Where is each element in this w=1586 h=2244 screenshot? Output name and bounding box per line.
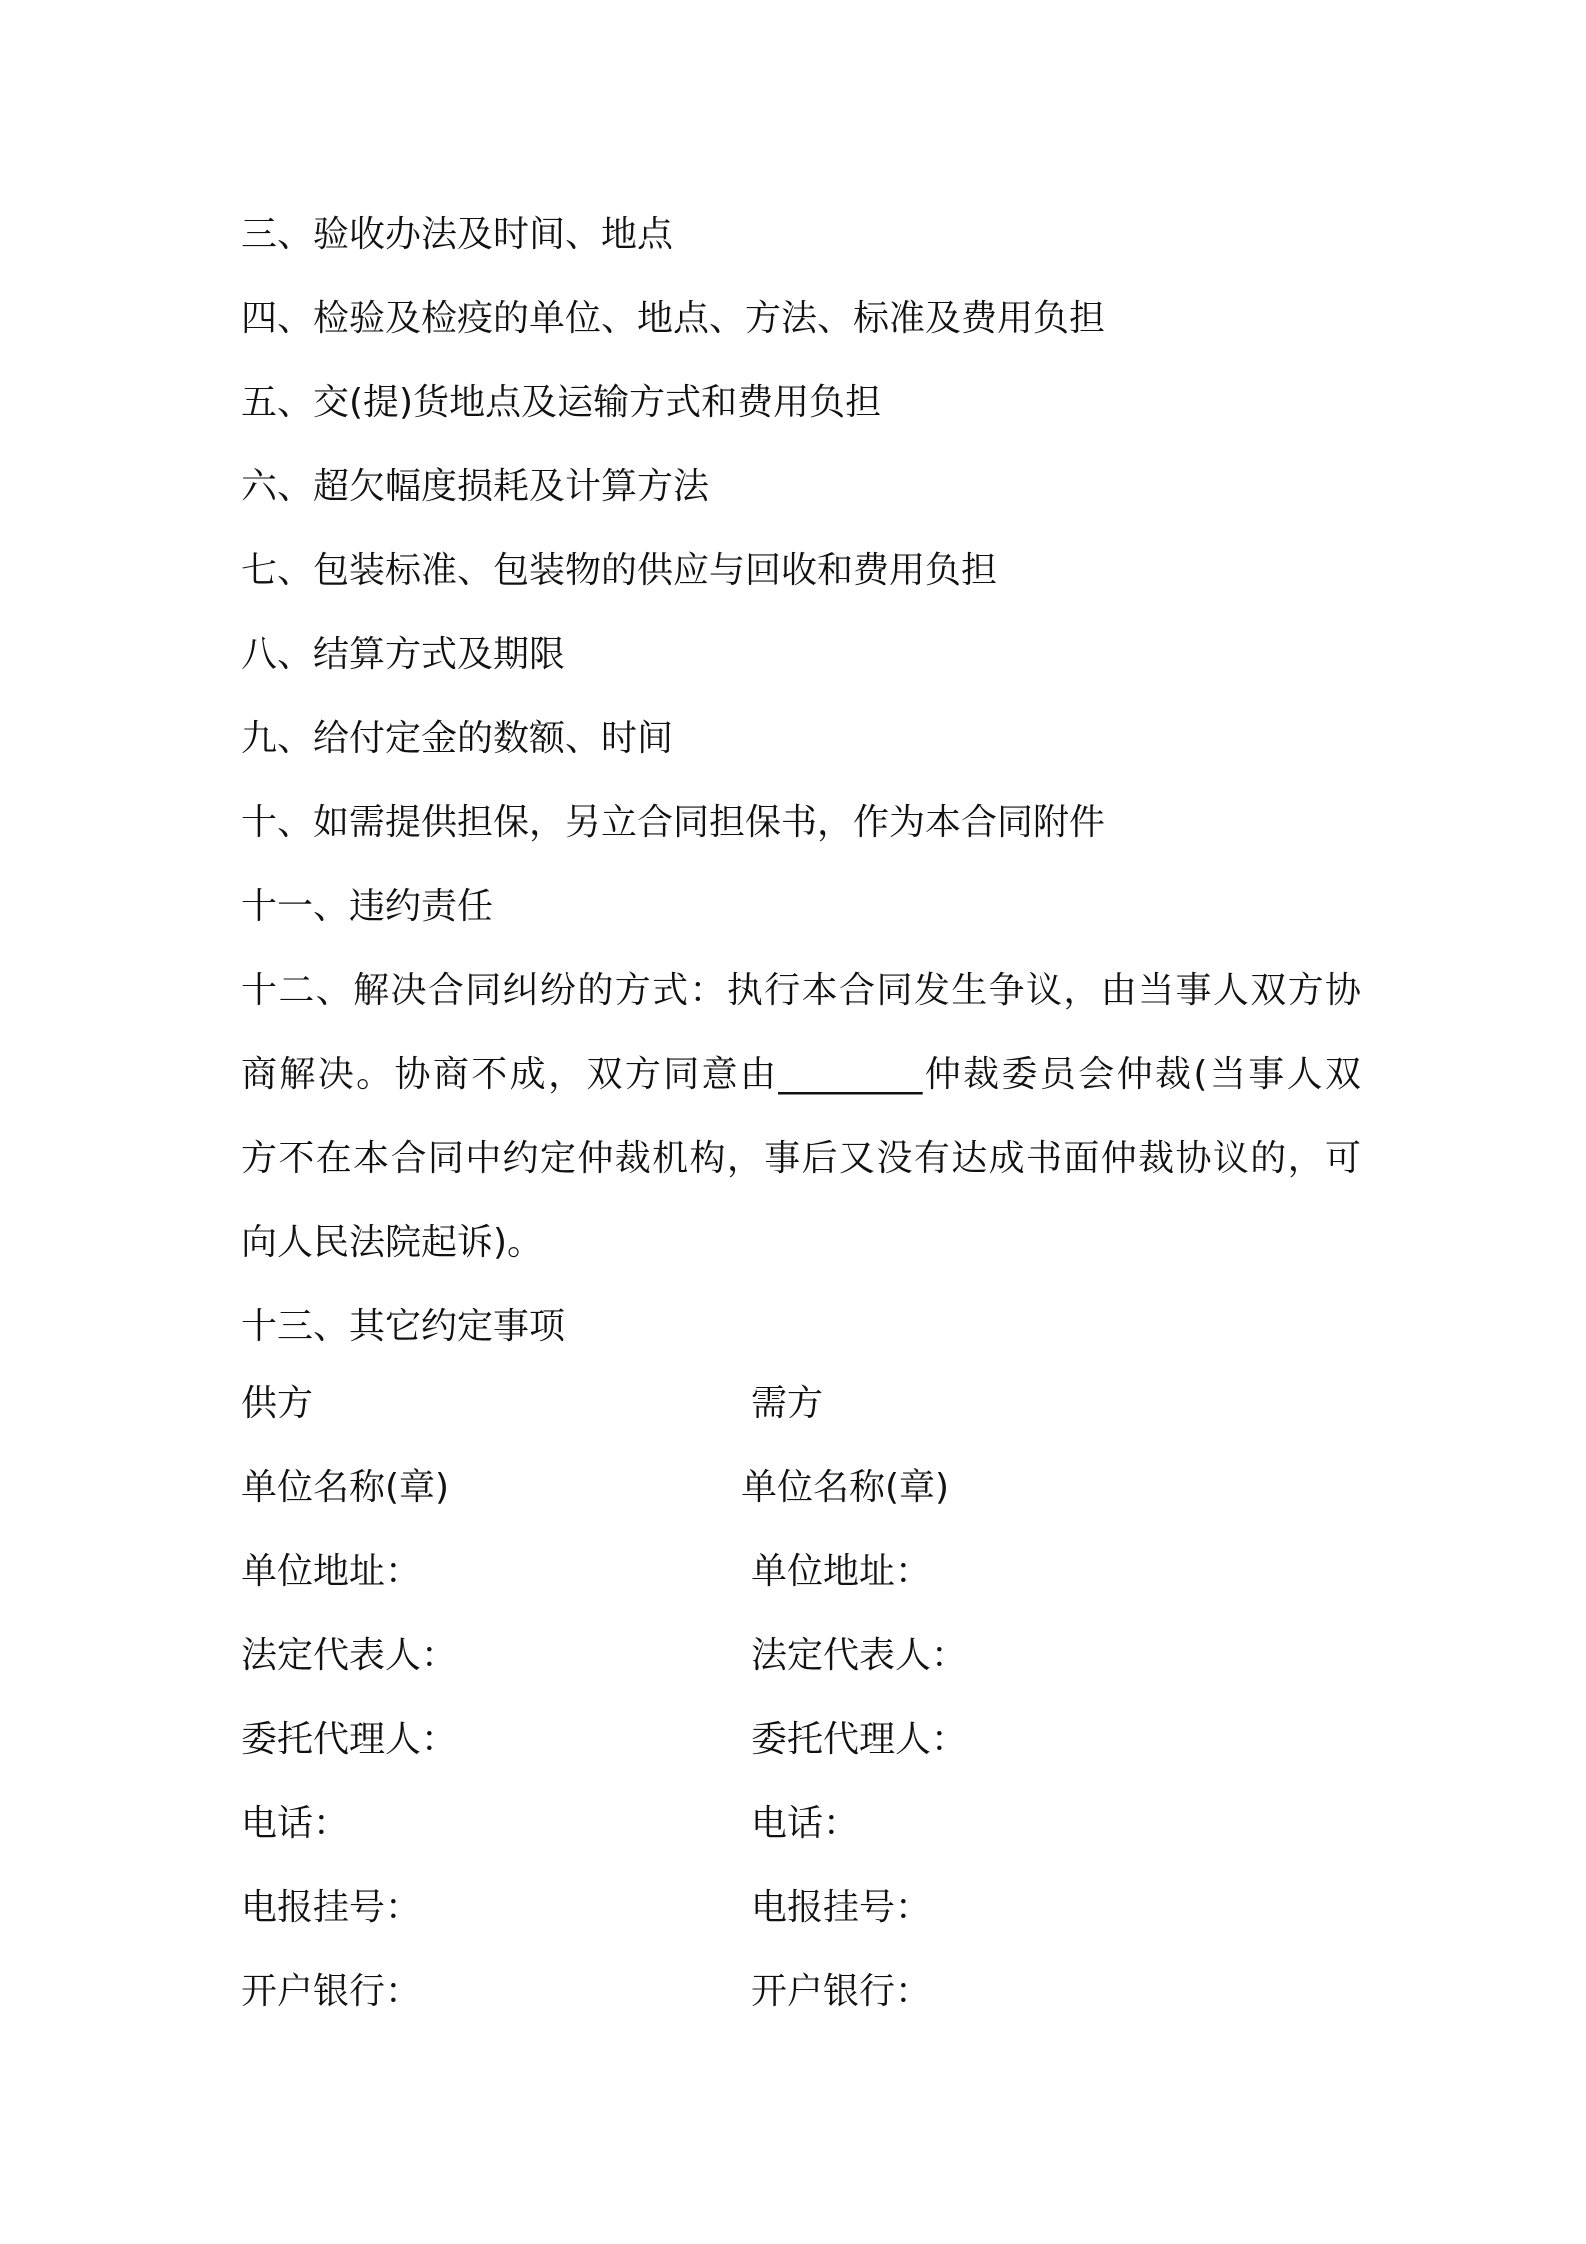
buyer-company-name-label: 单位名称(章) [741, 1467, 950, 1508]
signature-row-legal-representative [241, 1614, 1361, 1698]
clause-13: 十三、其它约定事项 [241, 1306, 566, 1347]
clause-12-line: 向人民法院起诉)。 [241, 1222, 544, 1263]
supplier-legal-representative-label: 法定代表人： [241, 1635, 458, 1676]
signature-row-agent [241, 1698, 1361, 1782]
signature-heading-row [241, 1362, 1361, 1446]
signature-row-company-name [241, 1446, 1361, 1530]
signature-block [241, 1362, 1361, 2034]
clause-7: 七、包装标准、包装物的供应与回收和费用负担 [241, 550, 998, 591]
signature-row-bank [241, 1950, 1361, 2034]
clause-3: 三、验收办法及时间、地点 [241, 214, 674, 255]
buyer-address-label: 单位地址： [751, 1551, 932, 1592]
supplier-telegram-label: 电报挂号： [241, 1887, 422, 1928]
supplier-address-label: 单位地址： [241, 1551, 422, 1592]
contract-clauses [241, 193, 1361, 1369]
clause-5: 五、交(提)货地点及运输方式和费用负担 [241, 382, 882, 423]
clause-11: 十一、违约责任 [241, 886, 494, 927]
clause-9: 九、给付定金的数额、时间 [241, 718, 674, 759]
supplier-company-name-label: 单位名称(章) [241, 1467, 450, 1508]
buyer-phone-label: 电话： [751, 1803, 860, 1844]
clause-12-line: 十二、解决合同纠纷的方式：执行本合同发生争议，由当事人双方协 [241, 970, 1361, 1011]
clause-12-line: 商解决。协商不成，双方同意由________仲裁委员会仲裁(当事人双 [241, 1054, 1361, 1095]
supplier-bank-label: 开户银行： [241, 1971, 422, 2012]
signature-row-address [241, 1530, 1361, 1614]
supplier-heading: 供方 [241, 1383, 314, 1424]
signature-row-telegram [241, 1866, 1361, 1950]
supplier-agent-label: 委托代理人： [241, 1719, 458, 1760]
clause-12-line: 方不在本合同中约定仲裁机构，事后又没有达成书面仲裁协议的，可 [241, 1138, 1361, 1179]
supplier-phone-label: 电话： [241, 1803, 350, 1844]
buyer-bank-label: 开户银行： [751, 1971, 932, 2012]
buyer-heading: 需方 [751, 1383, 824, 1424]
buyer-telegram-label: 电报挂号： [751, 1887, 932, 1928]
clause-8: 八、结算方式及期限 [241, 634, 566, 675]
buyer-legal-representative-label: 法定代表人： [751, 1635, 968, 1676]
clause-6: 六、超欠幅度损耗及计算方法 [241, 466, 710, 507]
clause-12-dispute-resolution [241, 949, 1361, 1285]
clause-10: 十、如需提供担保，另立合同担保书，作为本合同附件 [241, 802, 1106, 843]
clause-4: 四、检验及检疫的单位、地点、方法、标准及费用负担 [241, 298, 1106, 339]
signature-row-phone [241, 1782, 1361, 1866]
buyer-agent-label: 委托代理人： [751, 1719, 968, 1760]
